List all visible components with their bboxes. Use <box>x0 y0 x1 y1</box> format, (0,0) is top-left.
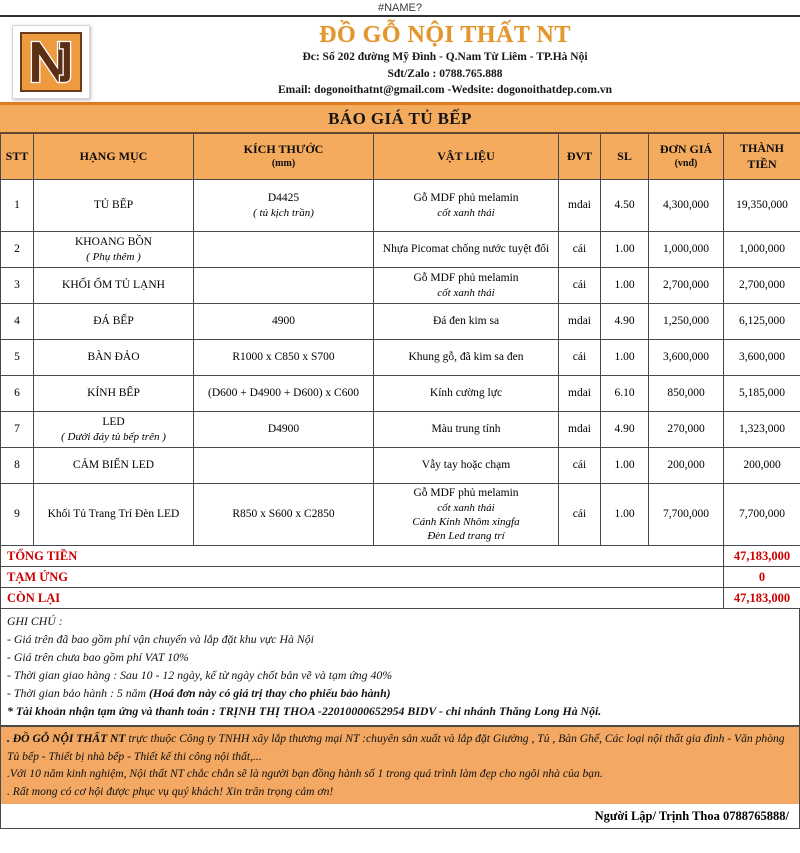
signature-row <box>0 804 800 829</box>
col-stt: STT <box>1 134 34 180</box>
summary-value: 47,183,000 <box>724 587 800 608</box>
col-unit: ĐVT <box>559 134 601 180</box>
note-line-2: - Giá trên chưa bao gồm phí VAT 10% <box>7 649 189 664</box>
cell-amount: 2,700,000 <box>724 268 800 304</box>
name-error-bar <box>0 0 800 17</box>
cell-unit: cái <box>559 448 601 484</box>
cell-size: D4900 <box>194 412 374 448</box>
summary-row <box>1 566 800 587</box>
summary-value: 0 <box>724 566 800 587</box>
cell-item: TỦ BẾP <box>34 180 194 232</box>
cell-material: Gỗ MDF phủ melamin cốt xanh thái Cánh Kinh Nhôm xingfa Đèn Led trang trí <box>374 484 559 546</box>
quotation-table <box>0 133 800 609</box>
table-row <box>1 376 800 412</box>
cell-quantity: 1.00 <box>601 232 649 268</box>
cell-material: Màu trung tính <box>374 412 559 448</box>
company-email: Email: dogonoithatnt@gmail.com -Wedsite: dogonoithatdep.com.vn <box>278 84 612 97</box>
cell-unit: mdai <box>559 376 601 412</box>
cell-stt: 7 <box>1 412 34 448</box>
signature-text: Người Lập/ Trịnh Thoa 0788765888/ <box>594 808 789 823</box>
notes-heading: GHI CHÚ : <box>7 613 63 628</box>
cell-quantity: 4.90 <box>601 304 649 340</box>
col-quantity: SL <box>601 134 649 180</box>
cell-stt: 9 <box>1 484 34 546</box>
cell-size: R1000 x C850 x S700 <box>194 340 374 376</box>
cell-material-note: cốt xanh thái <box>437 206 495 219</box>
cell-price: 1,000,000 <box>649 232 724 268</box>
footer-line-4: . Rất mong có cơ hội được phục vụ quý khách! Xin trân trọng cảm ơn! <box>7 784 334 798</box>
table-body <box>1 180 800 609</box>
letterhead-text <box>0 17 800 99</box>
cell-size: D4425 ( tủ kịch trần) <box>194 180 374 232</box>
cell-material-note: cốt xanh thái <box>437 501 495 514</box>
cell-unit: cái <box>559 340 601 376</box>
note-line-warranty <box>7 685 793 703</box>
cell-material-note: cốt xanh thái <box>437 286 495 299</box>
footer-line-3: .Với 10 năm kinh nghiệm, Nội thất NT chắc chắn sẽ là người bạn đồng hành số 1 trong quá trình làm đẹp cho ngôi nhà của bạn. <box>7 767 603 781</box>
note-line-1: - Giá trên đã bao gồm phí vận chuyển và lắp đặt khu vực Hà Nội <box>7 631 314 646</box>
table-row <box>1 484 800 546</box>
cell-unit: mdai <box>559 304 601 340</box>
cell-quantity: 4.50 <box>601 180 649 232</box>
summary-row <box>1 545 800 566</box>
cell-amount: 1,000,000 <box>724 232 800 268</box>
cell-size-note: ( tủ kịch trần) <box>253 206 314 219</box>
cell-item-note: ( Phụ thêm ) <box>86 250 141 263</box>
cell-material-note3: Đèn Led trang trí <box>427 529 505 542</box>
cell-item: KHOANG BỒN ( Phụ thêm ) <box>34 232 194 268</box>
cell-amount: 200,000 <box>724 448 800 484</box>
col-price <box>649 134 724 180</box>
company-phone: Sđt/Zalo : 0788.765.888 <box>387 67 503 80</box>
logo-monogram-icon <box>20 32 82 92</box>
summary-row <box>1 587 800 608</box>
cell-size: (D600 + D4900 + D600) x C600 <box>194 376 374 412</box>
footer-company-bold: . ĐỒ GỖ NỘI THẤT NT <box>7 732 126 746</box>
cell-price: 7,700,000 <box>649 484 724 546</box>
summary-label: TẠM ỨNG <box>1 566 724 587</box>
table-row <box>1 268 800 304</box>
cell-item-note: ( Dưới đáy tủ bếp trên ) <box>61 430 166 443</box>
company-address: Đc: Số 202 đường Mỹ Đình - Q.Nam Từ Liêm - TP.Hà Nội <box>302 50 588 63</box>
table-row <box>1 448 800 484</box>
cell-size: 4900 <box>194 304 374 340</box>
cell-item: LED ( Dưới đáy tủ bếp trên ) <box>34 412 194 448</box>
cell-amount: 7,700,000 <box>724 484 800 546</box>
cell-item: CẢM BIẾN LED <box>34 448 194 484</box>
cell-price: 2,700,000 <box>649 268 724 304</box>
cell-unit: mdai <box>559 412 601 448</box>
cell-material: Đá đen kim sa <box>374 304 559 340</box>
cell-item: ĐÁ BẾP <box>34 304 194 340</box>
table-row <box>1 304 800 340</box>
cell-item: KÍNH BẾP <box>34 376 194 412</box>
cell-quantity: 6.10 <box>601 376 649 412</box>
col-material: VẬT LIỆU <box>374 134 559 180</box>
col-price-label: ĐƠN GIÁ <box>659 142 713 157</box>
cell-price: 3,600,000 <box>649 340 724 376</box>
company-footer-block <box>0 726 800 804</box>
cell-unit: cái <box>559 484 601 546</box>
cell-stt: 5 <box>1 340 34 376</box>
cell-unit: cái <box>559 268 601 304</box>
cell-material: Nhựa Picomat chống nước tuyệt đối <box>374 232 559 268</box>
note-line-bank: * Tài khoản nhận tạm ứng và thanh toán : TRỊNH THỊ THOA -22010000652954 BIDV - chi nhánh Thăng Long Hà Nội. <box>7 703 602 718</box>
cell-stt: 1 <box>1 180 34 232</box>
cell-material: Gỗ MDF phủ melamin cốt xanh thái <box>374 180 559 232</box>
footer-line-2: Tủ bếp - Thiết bị nhà bếp - Thiết kế thi công nội thất,... <box>7 749 262 763</box>
cell-quantity: 1.00 <box>601 484 649 546</box>
name-error-text: #NAME? <box>377 1 423 14</box>
cell-amount: 3,600,000 <box>724 340 800 376</box>
cell-size <box>194 268 374 304</box>
cell-price: 4,300,000 <box>649 180 724 232</box>
col-amount: THÀNH TIỀN <box>724 134 800 180</box>
cell-quantity: 1.00 <box>601 268 649 304</box>
cell-item: Khối Tủ Trang Trí Đèn LED <box>34 484 194 546</box>
cell-stt: 2 <box>1 232 34 268</box>
cell-material: Gỗ MDF phủ melamin cốt xanh thái <box>374 268 559 304</box>
cell-material: Khung gỗ, đã kim sa đen <box>374 340 559 376</box>
cell-stt: 4 <box>1 304 34 340</box>
cell-material: Kính cường lực <box>374 376 559 412</box>
company-name: ĐỒ GỖ NỘI THẤT NT <box>319 22 571 48</box>
footer-line-1 <box>7 730 793 747</box>
cell-material-note2: Cánh Kinh Nhôm xingfa <box>412 515 520 528</box>
cell-item: BÀN ĐẢO <box>34 340 194 376</box>
cell-amount: 1,323,000 <box>724 412 800 448</box>
cell-price: 200,000 <box>649 448 724 484</box>
warranty-prefix: - Thời gian bảo hành : 5 năm <box>7 685 149 700</box>
warranty-bold: (Hoá đơn này có giá trị thay cho phiếu bảo hành) <box>148 685 391 700</box>
quote-title: BÁO GIÁ TỦ BẾP <box>0 105 800 133</box>
cell-unit: mdai <box>559 180 601 232</box>
table-row <box>1 232 800 268</box>
cell-material: Vẫy tay hoặc chạm <box>374 448 559 484</box>
footer-company-rest: trực thuộc Công ty TNHH xây lắp thương mại NT :chuyên sản xuất và lắp đặt Giường , Tủ , Bàn Ghế, Các loại nội thất gia đình - Văn phòng <box>125 732 785 746</box>
cell-amount: 6,125,000 <box>724 304 800 340</box>
col-item: HẠNG MỤC <box>34 134 194 180</box>
col-size-label: KÍCH THƯỚC <box>243 142 324 157</box>
cell-item: KHỐI ỐM TỦ LẠNH <box>34 268 194 304</box>
note-line-3: - Thời gian giao hàng : Sau 10 - 12 ngày, kể từ ngày chốt bản vẽ và tạm ứng 40% <box>7 667 393 682</box>
cell-amount: 5,185,000 <box>724 376 800 412</box>
cell-quantity: 1.00 <box>601 448 649 484</box>
summary-value: 47,183,000 <box>724 545 800 566</box>
letterhead <box>0 17 800 105</box>
summary-label: CÒN LẠI <box>1 587 724 608</box>
cell-size <box>194 448 374 484</box>
table-row <box>1 180 800 232</box>
cell-price: 1,250,000 <box>649 304 724 340</box>
cell-price: 270,000 <box>649 412 724 448</box>
table-row <box>1 340 800 376</box>
cell-amount: 19,350,000 <box>724 180 800 232</box>
col-size-unit: (mm) <box>271 157 296 169</box>
cell-stt: 3 <box>1 268 34 304</box>
col-price-unit: (vnđ) <box>674 157 698 169</box>
cell-size <box>194 232 374 268</box>
cell-stt: 8 <box>1 448 34 484</box>
cell-unit: cái <box>559 232 601 268</box>
cell-price: 850,000 <box>649 376 724 412</box>
table-header-row <box>1 134 800 180</box>
cell-quantity: 1.00 <box>601 340 649 376</box>
company-logo <box>12 25 90 99</box>
cell-quantity: 4.90 <box>601 412 649 448</box>
notes-section <box>0 609 800 727</box>
table-row <box>1 412 800 448</box>
col-size <box>194 134 374 180</box>
cell-stt: 6 <box>1 376 34 412</box>
cell-size: R850 x S600 x C2850 <box>194 484 374 546</box>
summary-label: TỔNG TIỀN <box>1 545 724 566</box>
